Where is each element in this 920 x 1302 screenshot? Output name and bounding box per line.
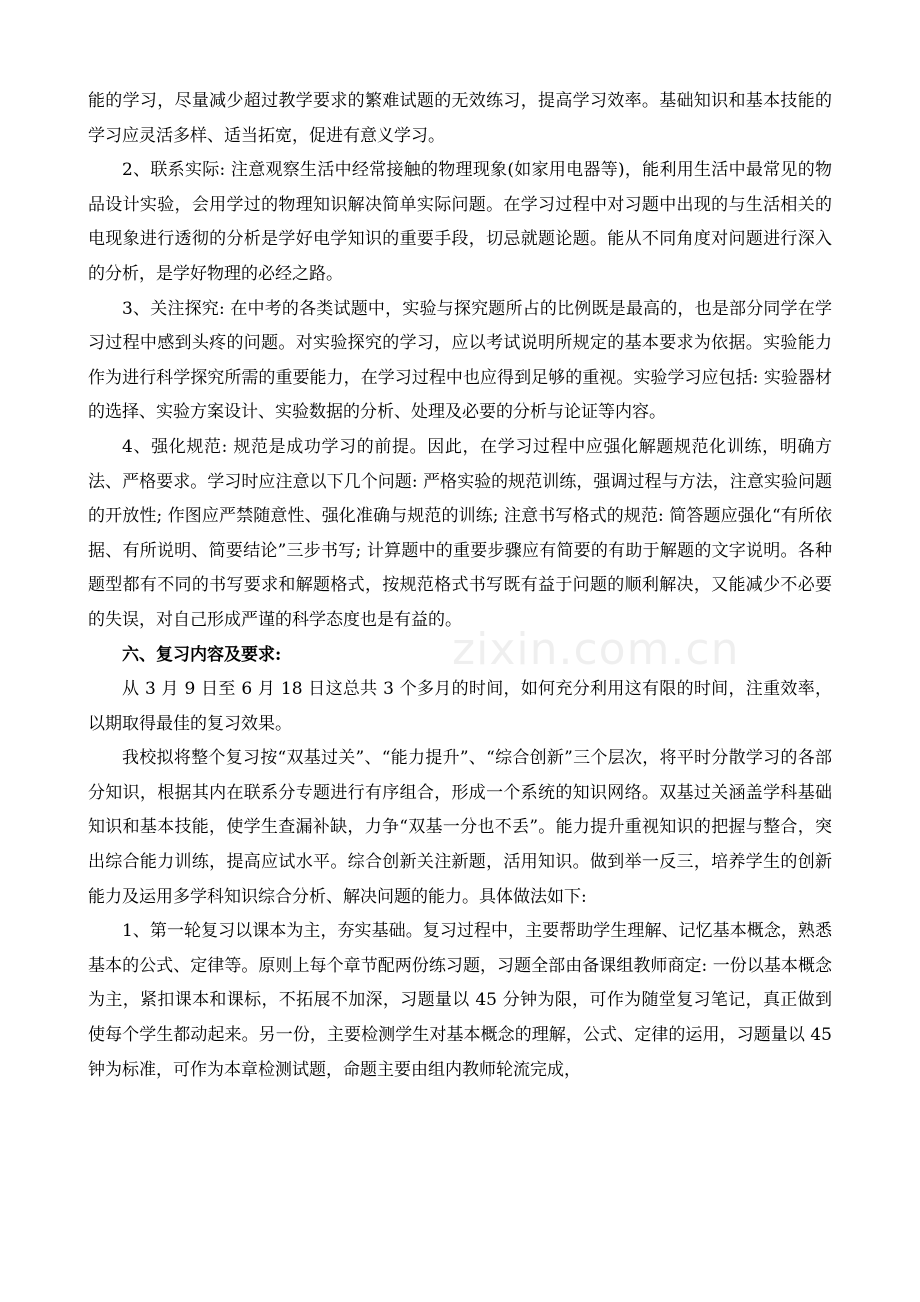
paragraph-practice: 2、联系实际: 注意观察生活中经常接触的物理现象(如家用电器等)，能利用生活中最常见的物品设计实验，会用学过的物理知识解决简单实际问题。在学习过程中对习题中出现的与生活相关的电现象进行透彻的分析是学好电学知识的重要手段，切忌就题论题。能从不同角度对问题进行深入的分析，是学好物理的必经之路。 [88,160,832,284]
watermark: zixin.com.cn [452,624,740,675]
section-heading: 六、复习内容及要求: [122,644,282,665]
document-body [88,84,832,1087]
paragraph-schedule: 从 3 月 9 日至 6 月 18 日这总共 3 个多月的时间，如何充分利用这有限的时间，注重效率，以期取得最佳的复习效果。 [88,679,832,734]
paragraph-first-round: 1、第一轮复习以课本为主，夯实基础。复习过程中，主要帮助学生理解、记忆基本概念，熟悉基本的公式、定律等。原则上每个章节配两份练习题，习题全部由备课组教师商定: 一份以基本概念为主，紧扣课本和课标，不拓展不加深，习题量以 45 分钟为限，可作为随堂复习笔记，真正做到使每个学生都动起来。另一份，主要检测学生对基本概念的理解，公式、定律的运用，习题量以 45 钟为标准，可作为本章检测试题，命题主要由组内教师轮流完成， [88,921,832,1080]
paragraph-plan: 我校拟将整个复习按“双基过关”、“能力提升”、“综合创新”三个层次，将平时分散学习的各部分知识，根据其内在联系分专题进行有序组合，形成一个系统的知识网络。双基过关涵盖学科基础知识和基本技能，使学生查漏补缺，力争“双基一分也不丢”。能力提升重视知识的把握与整合，突出综合能力训练，提高应试水平。综合创新关注新题，活用知识。做到举一反三，培养学生的创新能力及运用多学科知识综合分析、解决问题的能力。具体做法如下: [88,748,832,907]
paragraph-standards: 4、强化规范: 规范是成功学习的前提。因此，在学习过程中应强化解题规范化训练，明确方法、严格要求。学习时应注意以下几个问题: 严格实验的规范训练，强调过程与方法，注意实验问题的开放性; 作图应严禁随意性、强化准确与规范的训练; 注意书写格式的规范: 简答题应强化“有所依据、有所说明、简要结论”三步书写; 计算题中的重要步骤应有简要的有助于解题的文字说明。各种题型都有不同的书写要求和解题格式，按规范格式书写既有益于问题的顺利解决，又能减少不必要的失误，对自己形成严谨的科学态度也是有益的。 [88,436,832,630]
paragraph-inquiry: 3、关注探究: 在中考的各类试题中，实验与探究题所占的比例既是最高的，也是部分同学在学习过程中感到头疼的问题。对实验探究的学习，应以考试说明所规定的基本要求为依据。实验能力作为进行科学探究所需的重要能力，在学习过程中也应得到足够的重视。实验学习应包括: 实验器材的选择、实验方案设计、实验数据的分析、处理及必要的分析与论证等内容。 [88,298,832,423]
paragraph-continuation: 能的学习，尽量减少超过教学要求的繁难试题的无效练习，提高学习效率。基础知识和基本技能的学习应灵活多样、适当拓宽，促进有意义学习。 [88,91,832,146]
